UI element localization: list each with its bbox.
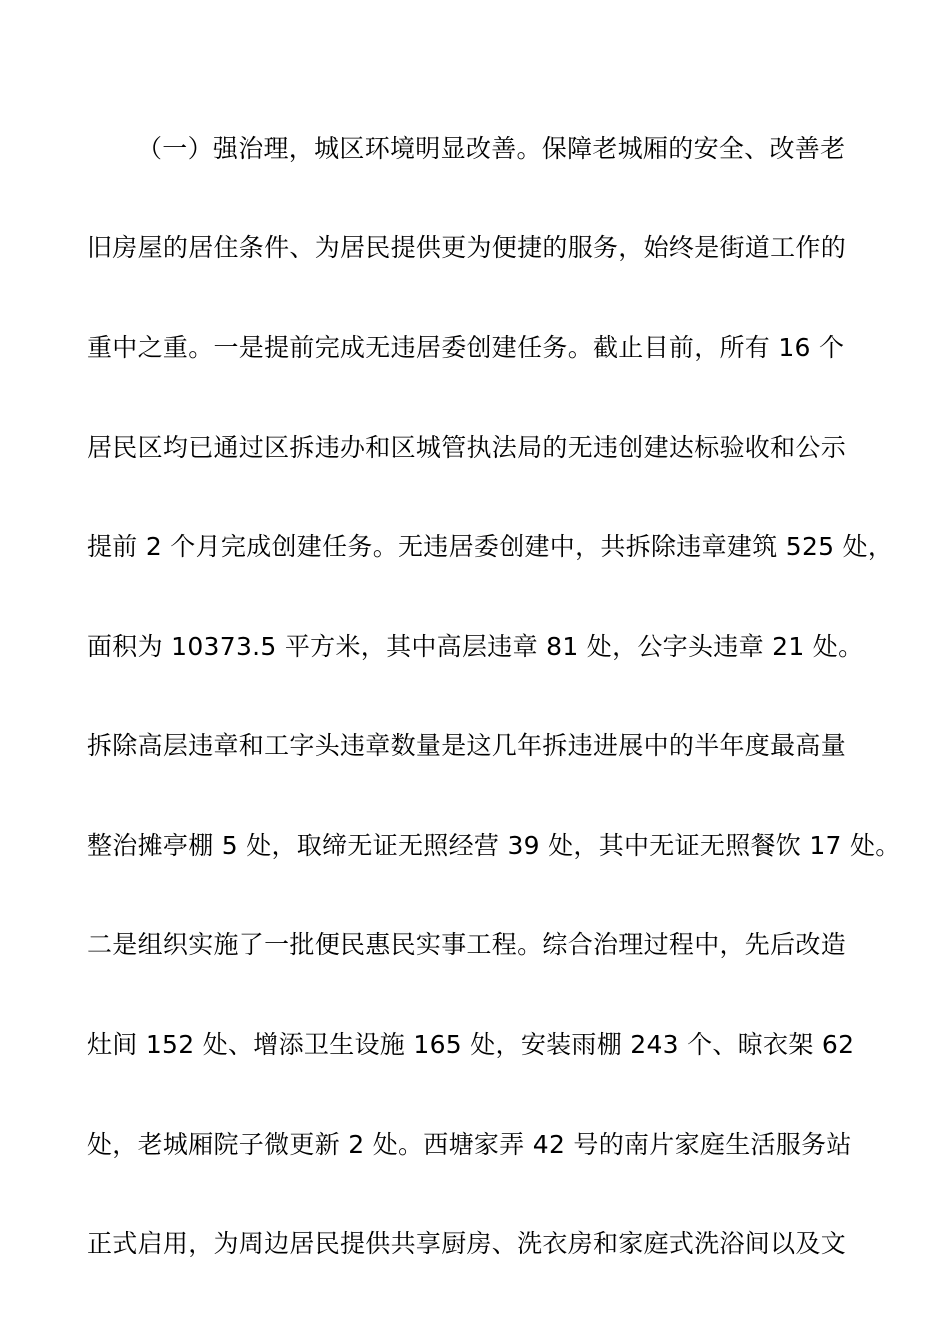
paragraph-line: 正式启用，为周边居民提供共享厨房、洗衣房和家庭式洗浴间以及文: [87, 1229, 847, 1258]
paragraph-line: （一）强治理，城区环境明显改善。保障老城厢的安全、改善老: [137, 134, 846, 163]
paragraph-line: 居民区均已通过区拆违办和区城管执法局的无违创建达标验收和公示: [87, 433, 847, 462]
paragraph-line: 面积为 10373.5 平方米，其中高层违章 81 处，公字头违章 21 处。: [87, 632, 864, 661]
paragraph-line: 提前 2 个月完成创建任务。无违居委创建中，共拆除违章建筑 525 处，: [87, 532, 894, 561]
paragraph-line: 旧房屋的居住条件、为居民提供更为便捷的服务，始终是街道工作的: [87, 233, 847, 262]
paragraph-line: 灶间 152 处、增添卫生设施 165 处，安装雨棚 243 个、晾衣架 62: [87, 1030, 855, 1059]
paragraph-line: 整治摊亭棚 5 处，取缔无证无照经营 39 处，其中无证无照餐饮 17 处。: [87, 831, 901, 860]
paragraph-line: 拆除高层违章和工字头违章数量是这几年拆违进展中的半年度最高量: [87, 731, 847, 760]
paragraph-line: 二是组织实施了一批便民惠民实事工程。综合治理过程中，先后改造: [87, 930, 847, 959]
paragraph-line: 重中之重。一是提前完成无违居委创建任务。截止目前，所有 16 个: [87, 333, 845, 362]
paragraph-line: 处，老城厢院子微更新 2 处。西塘家弄 42 号的南片家庭生活服务站: [87, 1130, 852, 1159]
